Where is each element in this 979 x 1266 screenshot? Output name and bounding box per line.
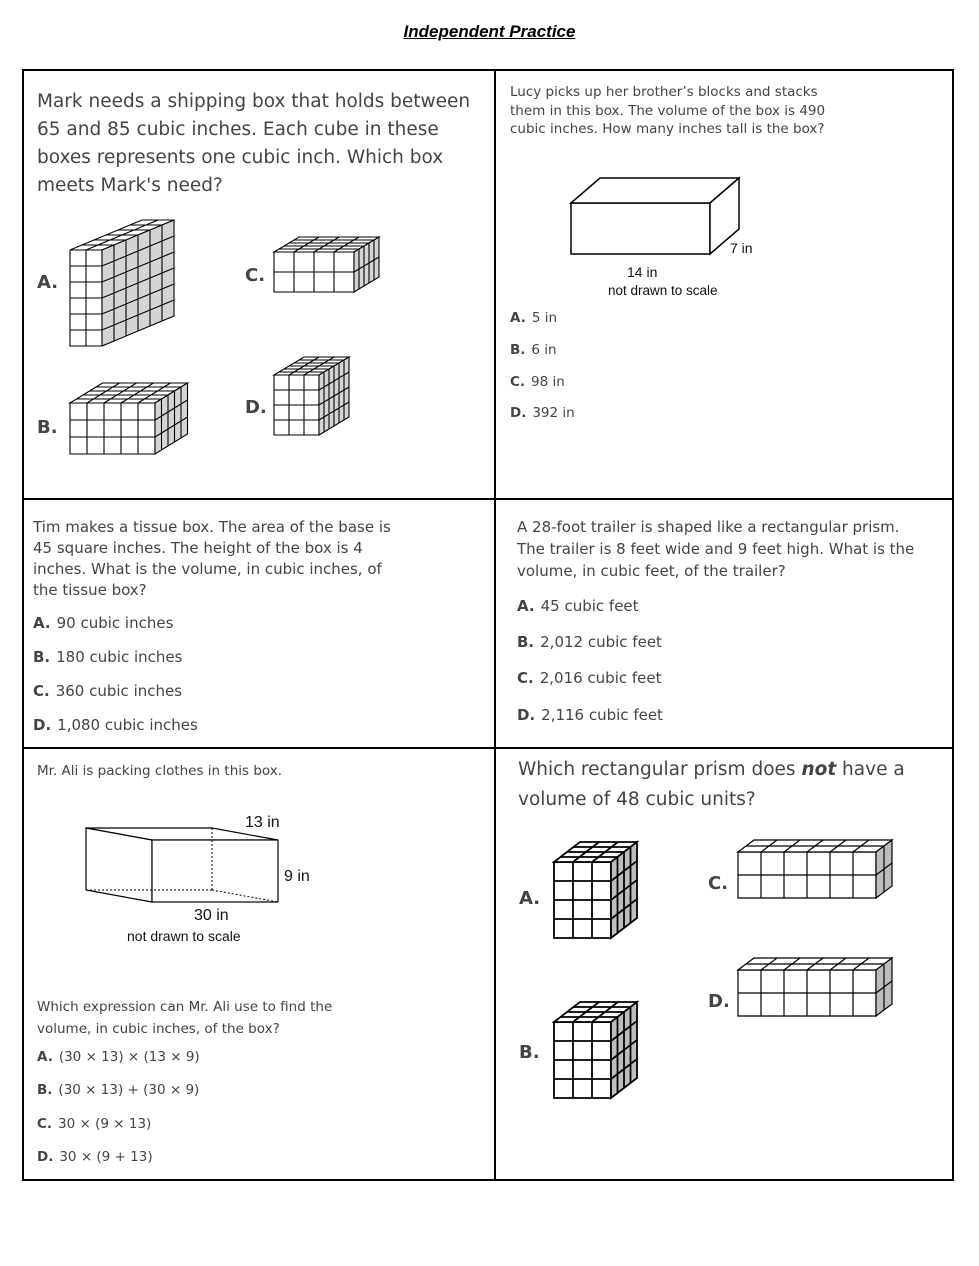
q1-figure-c bbox=[272, 235, 381, 294]
q5-option-b[interactable]: B. (30 × 13) + (30 × 9) bbox=[37, 1082, 200, 1098]
q5-question: Which expression can Mr. Ali use to find the volume, in cubic inches, of the box? bbox=[37, 999, 333, 1037]
q3-question: Tim makes a tissue box. The area of the base is 45 square inches. The height of the box is 4 inches. What is the volume, in cubic inches, of the tissue box? bbox=[33, 518, 391, 599]
q6-label-b: B. bbox=[519, 1042, 540, 1063]
q1-question: Mark needs a shipping box that holds between 65 and 85 cubic inches. Each cube in these boxes represents one cubic inch. Which box meets Mark's need? bbox=[37, 91, 471, 196]
q2-option-c[interactable]: C. 98 in bbox=[510, 374, 565, 390]
q1-figure-a bbox=[68, 218, 176, 348]
q5-intro: Mr. Ali is packing clothes in this box. bbox=[37, 763, 283, 779]
q4-option-a[interactable]: A. 45 cubic feet bbox=[517, 597, 639, 615]
q4-option-c[interactable]: C. 2,016 cubic feet bbox=[517, 669, 662, 687]
q5-box-figure bbox=[80, 820, 290, 910]
q3-option-a[interactable]: A. 90 cubic inches bbox=[33, 614, 174, 632]
q1-figure-d bbox=[272, 355, 351, 437]
q2-option-b[interactable]: B. 6 in bbox=[510, 342, 557, 358]
q5-depth-label: 13 in bbox=[245, 814, 280, 831]
q2-box-figure bbox=[560, 170, 750, 265]
q3-option-c[interactable]: C. 360 cubic inches bbox=[33, 682, 183, 700]
q6-question: Which rectangular prism does not have a volume of 48 cubic units? bbox=[518, 759, 905, 810]
q6-figure-c bbox=[736, 838, 894, 900]
q6-label-c: C. bbox=[708, 873, 729, 894]
q1-label-a: A. bbox=[37, 272, 59, 293]
q6-figure-a bbox=[552, 840, 639, 940]
q4-question: A 28-foot trailer is shaped like a rectangular prism. The trailer is 8 feet wide and 9 feet high. What is the volume, in cubic feet, of the trailer? bbox=[517, 518, 915, 580]
q3-option-b[interactable]: B. 180 cubic inches bbox=[33, 648, 183, 666]
q6-label-a: A. bbox=[519, 888, 541, 909]
grid-divider-row-2 bbox=[22, 747, 954, 749]
q3-option-d[interactable]: D. 1,080 cubic inches bbox=[33, 716, 198, 734]
q6-figure-d bbox=[736, 956, 894, 1018]
q4-option-b[interactable]: B. 2,012 cubic feet bbox=[517, 633, 662, 651]
q6-figure-b bbox=[552, 1000, 639, 1100]
q2-option-a[interactable]: A. 5 in bbox=[510, 310, 558, 326]
q2-length-label: 14 in bbox=[627, 264, 658, 280]
grid-divider-vertical bbox=[494, 69, 496, 1181]
q2-question: Lucy picks up her brother’s blocks and stacks them in this box. The volume of the box is 490 cubic inches. How many inches tall is the box? bbox=[510, 84, 826, 137]
q5-scale-note: not drawn to scale bbox=[127, 928, 241, 944]
q4-option-d[interactable]: D. 2,116 cubic feet bbox=[517, 706, 663, 724]
page-title: Independent Practice bbox=[403, 22, 576, 41]
q5-height-label: 9 in bbox=[284, 868, 310, 885]
q2-depth-label: 7 in bbox=[730, 240, 753, 256]
q5-length-label: 30 in bbox=[194, 907, 229, 924]
q1-figure-b bbox=[68, 381, 190, 456]
q1-label-c: C. bbox=[245, 265, 266, 286]
q2-option-d[interactable]: D. 392 in bbox=[510, 405, 575, 421]
q5-option-a[interactable]: A. (30 × 13) × (13 × 9) bbox=[37, 1049, 200, 1065]
q6-emphasis: not bbox=[801, 759, 837, 780]
q5-option-d[interactable]: D. 30 × (9 + 13) bbox=[37, 1149, 153, 1165]
q2-scale-note: not drawn to scale bbox=[608, 283, 718, 298]
q1-label-b: B. bbox=[37, 417, 58, 438]
grid-divider-row-1 bbox=[22, 498, 954, 500]
q6-label-d: D. bbox=[708, 991, 730, 1012]
q5-option-c[interactable]: C. 30 × (9 × 13) bbox=[37, 1116, 152, 1132]
q1-label-d: D. bbox=[245, 397, 267, 418]
